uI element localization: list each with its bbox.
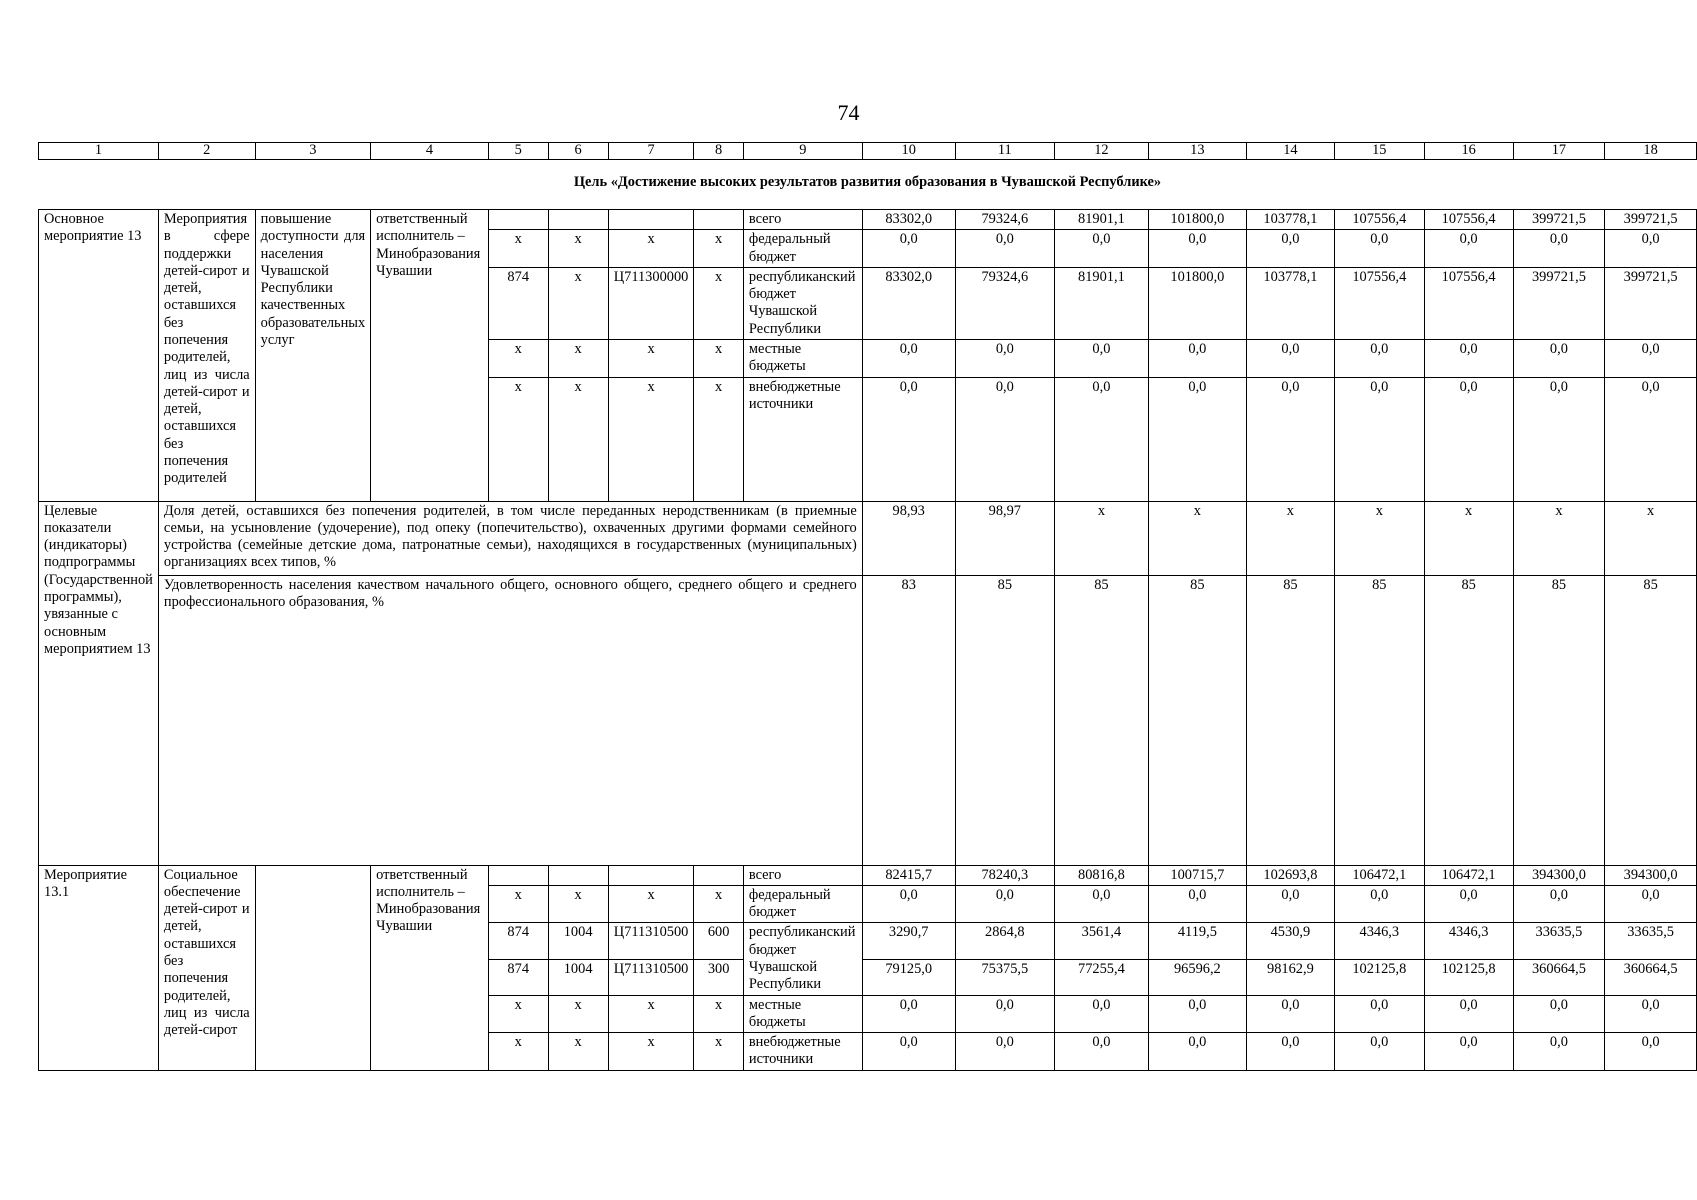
value-cell: 100715,7 [1148,865,1246,885]
code-cell: 300 [694,960,744,995]
value-cell: 0,0 [1246,230,1334,268]
value-cell: 0,0 [1246,1033,1334,1071]
header-cell: 5 [488,143,548,160]
header-cell: 16 [1424,143,1513,160]
code-cell: x [488,995,548,1033]
activity-title: Основное мероприятие 13 [39,210,159,502]
value-cell: 0,0 [1334,1033,1424,1071]
value-cell: 0,0 [955,885,1054,923]
value-cell: x [1334,501,1424,575]
value-cell: 83302,0 [862,210,955,230]
value-cell: 0,0 [955,377,1054,501]
header-row [39,143,1697,160]
value-cell: 107556,4 [1424,267,1513,339]
value-cell: 4530,9 [1246,923,1334,960]
value-cell: 0,0 [955,1033,1054,1071]
funding-source: внебюджетные источники [743,1033,862,1071]
value-cell: 0,0 [1424,995,1513,1033]
value-cell: 0,0 [955,339,1054,377]
activity-title: Мероприятие 13.1 [39,865,159,1070]
value-cell: 103778,1 [1246,267,1334,339]
indicator-row [39,501,1697,575]
value-cell: 0,0 [1148,1033,1246,1071]
value-cell: 0,0 [1055,995,1149,1033]
code-cell: x [694,1033,744,1071]
executor: ответственный исполнитель – Минобразования Чувашии [371,865,489,1070]
code-cell [694,210,744,230]
value-cell: 80816,8 [1055,865,1149,885]
indicator-text: Удовлетворенность населения качеством начального общего, основного общего, среднего общего и среднего профессионального образования, % [158,575,862,865]
code-cell: x [488,230,548,268]
value-cell: 107556,4 [1334,210,1424,230]
header-cell: 11 [955,143,1054,160]
header-cell: 4 [371,143,489,160]
code-cell: x [548,267,608,339]
value-cell: x [1513,501,1605,575]
value-cell: 78240,3 [955,865,1054,885]
page-number: 74 [837,100,860,125]
code-cell: x [694,885,744,923]
code-cell [548,865,608,885]
value-cell: 0,0 [1055,377,1149,501]
code-cell [608,865,694,885]
value-cell: 85 [1246,575,1334,865]
table-row [39,865,1697,885]
activity-name: Мероприятия в сфере поддержки детей-сирот и детей, оставшихся без попечения родителей, лиц из числа детей-сирот и детей, оставшихся без попечения родителей [158,210,255,502]
value-cell: 85 [1055,575,1149,865]
value-cell: 81901,1 [1055,267,1149,339]
value-cell: 3290,7 [862,923,955,960]
indicator-text: Доля детей, оставшихся без попечения родителей, в том числе переданных неродственникам (в приемные семьи, на усыновление (удочерение), под опеку (попечительство), охваченных другими формами семейного устройства (семейные детские дома, патронатные семьи), находящихся в государственных (муниципальных) организациях всех типов, % [158,501,862,575]
code-cell [608,210,694,230]
value-cell: 3561,4 [1055,923,1149,960]
funding-source: республиканский бюджет Чувашской Республики [743,923,862,995]
header-cell: 7 [608,143,694,160]
value-cell: 399721,5 [1605,210,1697,230]
code-cell: Ц711310500 [608,960,694,995]
code-cell: x [694,995,744,1033]
value-cell: 0,0 [862,885,955,923]
value-cell: 85 [955,575,1054,865]
value-cell: 85 [1513,575,1605,865]
value-cell: 399721,5 [1513,267,1605,339]
value-cell: 98,97 [955,501,1054,575]
activity-name: Социальное обеспечение детей-сирот и детей, оставшихся без попечения родителей, лиц из числа детей-сирот [158,865,255,1070]
code-cell: 874 [488,960,548,995]
value-cell: 0,0 [1246,995,1334,1033]
code-cell: x [548,230,608,268]
value-cell: 0,0 [862,230,955,268]
value-cell: 0,0 [1513,885,1605,923]
value-cell: 0,0 [1055,1033,1149,1071]
header-cell: 18 [1605,143,1697,160]
code-cell: 874 [488,923,548,960]
value-cell: 85 [1605,575,1697,865]
value-cell: 0,0 [1334,339,1424,377]
value-cell: 394300,0 [1605,865,1697,885]
table-body [39,143,1697,1071]
code-cell: x [488,1033,548,1071]
value-cell: 107556,4 [1334,267,1424,339]
value-cell: 4346,3 [1334,923,1424,960]
executor: ответственный исполнитель – Минобразования Чувашии [371,210,489,502]
code-cell: x [608,339,694,377]
code-cell: x [548,1033,608,1071]
header-cell: 3 [255,143,371,160]
code-cell: x [608,377,694,501]
funding-source: республиканский бюджет Чувашской Республики [743,267,862,339]
value-cell: 0,0 [1055,339,1149,377]
value-cell: 0,0 [1246,885,1334,923]
header-cell: 12 [1055,143,1149,160]
code-cell: Ц711310500 [608,923,694,960]
value-cell: 101800,0 [1148,210,1246,230]
value-cell: 0,0 [1424,1033,1513,1071]
goal-row [39,160,1697,210]
value-cell: 101800,0 [1148,267,1246,339]
value-cell: 0,0 [1148,339,1246,377]
code-cell: x [548,377,608,501]
value-cell: 0,0 [1513,377,1605,501]
value-cell: 0,0 [1605,885,1697,923]
code-cell: Ц711300000 [608,267,694,339]
value-cell: 79324,6 [955,267,1054,339]
funding-source: федеральный бюджет [743,230,862,268]
code-cell: x [608,885,694,923]
budget-table [38,142,1697,1071]
value-cell: 0,0 [1148,995,1246,1033]
header-cell: 2 [158,143,255,160]
funding-source: внебюджетные источники [743,377,862,501]
value-cell: 0,0 [1513,339,1605,377]
value-cell: x [1605,501,1697,575]
activity-goal [255,865,371,1070]
value-cell: 2864,8 [955,923,1054,960]
code-cell: x [694,267,744,339]
value-cell: 85 [1148,575,1246,865]
table-row [39,210,1697,230]
header-cell: 15 [1334,143,1424,160]
value-cell: 79125,0 [862,960,955,995]
header-cell: 10 [862,143,955,160]
header-cell: 8 [694,143,744,160]
code-cell: x [694,230,744,268]
value-cell: 96596,2 [1148,960,1246,995]
value-cell: 0,0 [1424,339,1513,377]
value-cell: 85 [1334,575,1424,865]
value-cell: 0,0 [1605,230,1697,268]
value-cell: 0,0 [1246,377,1334,501]
value-cell: 82415,7 [862,865,955,885]
code-cell: x [488,339,548,377]
value-cell: 0,0 [862,339,955,377]
value-cell: 98162,9 [1246,960,1334,995]
value-cell: 0,0 [1513,1033,1605,1071]
code-cell: x [488,885,548,923]
value-cell: 0,0 [1148,885,1246,923]
value-cell: 394300,0 [1513,865,1605,885]
value-cell: 102125,8 [1424,960,1513,995]
funding-source: всего [743,210,862,230]
value-cell: 0,0 [1605,377,1697,501]
code-cell: x [548,339,608,377]
value-cell: x [1148,501,1246,575]
value-cell: 0,0 [862,995,955,1033]
value-cell: 399721,5 [1513,210,1605,230]
code-cell [694,865,744,885]
value-cell: 98,93 [862,501,955,575]
value-cell: 0,0 [862,377,955,501]
value-cell: 360664,5 [1513,960,1605,995]
header-cell: 9 [743,143,862,160]
header-cell: 13 [1148,143,1246,160]
indicators-label: Целевые показатели (индикаторы) подпрограммы (Государственной программы), увязанные с основным мероприятием 13 [39,501,159,865]
value-cell: 0,0 [1513,995,1605,1033]
value-cell: 360664,5 [1605,960,1697,995]
code-cell [548,210,608,230]
value-cell: 0,0 [1424,230,1513,268]
value-cell: 0,0 [1605,339,1697,377]
indicator-row [39,575,1697,865]
code-cell: x [694,377,744,501]
goal-title: Цель «Достижение высоких результатов развития образования в Чувашской Республике» [39,160,1697,210]
value-cell: 33635,5 [1605,923,1697,960]
value-cell: 75375,5 [955,960,1054,995]
code-cell: x [694,339,744,377]
value-cell: 0,0 [955,230,1054,268]
value-cell: 102693,8 [1246,865,1334,885]
value-cell: 0,0 [1055,230,1149,268]
value-cell: 0,0 [1148,230,1246,268]
code-cell: x [488,377,548,501]
activity-goal: повышение доступности для населения Чувашской Республики качественных образовательных услуг [255,210,371,502]
value-cell: 4346,3 [1424,923,1513,960]
header-cell: 17 [1513,143,1605,160]
value-cell: 77255,4 [1055,960,1149,995]
value-cell: 399721,5 [1605,267,1697,339]
value-cell: 0,0 [1334,995,1424,1033]
value-cell: 103778,1 [1246,210,1334,230]
value-cell: 83302,0 [862,267,955,339]
value-cell: 0,0 [1605,995,1697,1033]
code-cell: x [548,995,608,1033]
funding-source: федеральный бюджет [743,885,862,923]
code-cell: x [548,885,608,923]
code-cell: 874 [488,267,548,339]
header-cell: 14 [1246,143,1334,160]
value-cell: 0,0 [1148,377,1246,501]
value-cell: x [1424,501,1513,575]
value-cell: 0,0 [1334,230,1424,268]
value-cell: 102125,8 [1334,960,1424,995]
value-cell: 0,0 [1605,1033,1697,1071]
code-cell: x [608,230,694,268]
value-cell: 81901,1 [1055,210,1149,230]
header-cell: 1 [39,143,159,160]
code-cell: 600 [694,923,744,960]
value-cell: 0,0 [1424,885,1513,923]
value-cell: 106472,1 [1334,865,1424,885]
value-cell: 83 [862,575,955,865]
code-cell [488,210,548,230]
value-cell: 0,0 [1246,339,1334,377]
value-cell: 0,0 [1424,377,1513,501]
value-cell: 85 [1424,575,1513,865]
code-cell: x [608,1033,694,1071]
value-cell: 0,0 [1055,885,1149,923]
code-cell: 1004 [548,923,608,960]
header-cell: 6 [548,143,608,160]
value-cell: 0,0 [1334,885,1424,923]
value-cell: x [1246,501,1334,575]
funding-source: всего [743,865,862,885]
code-cell [488,865,548,885]
value-cell: x [1055,501,1149,575]
value-cell: 4119,5 [1148,923,1246,960]
value-cell: 107556,4 [1424,210,1513,230]
code-cell: x [608,995,694,1033]
value-cell: 106472,1 [1424,865,1513,885]
value-cell: 33635,5 [1513,923,1605,960]
value-cell: 0,0 [955,995,1054,1033]
value-cell: 0,0 [862,1033,955,1071]
value-cell: 0,0 [1334,377,1424,501]
code-cell: 1004 [548,960,608,995]
value-cell: 79324,6 [955,210,1054,230]
funding-source: местные бюджеты [743,339,862,377]
value-cell: 0,0 [1513,230,1605,268]
funding-source: местные бюджеты [743,995,862,1033]
